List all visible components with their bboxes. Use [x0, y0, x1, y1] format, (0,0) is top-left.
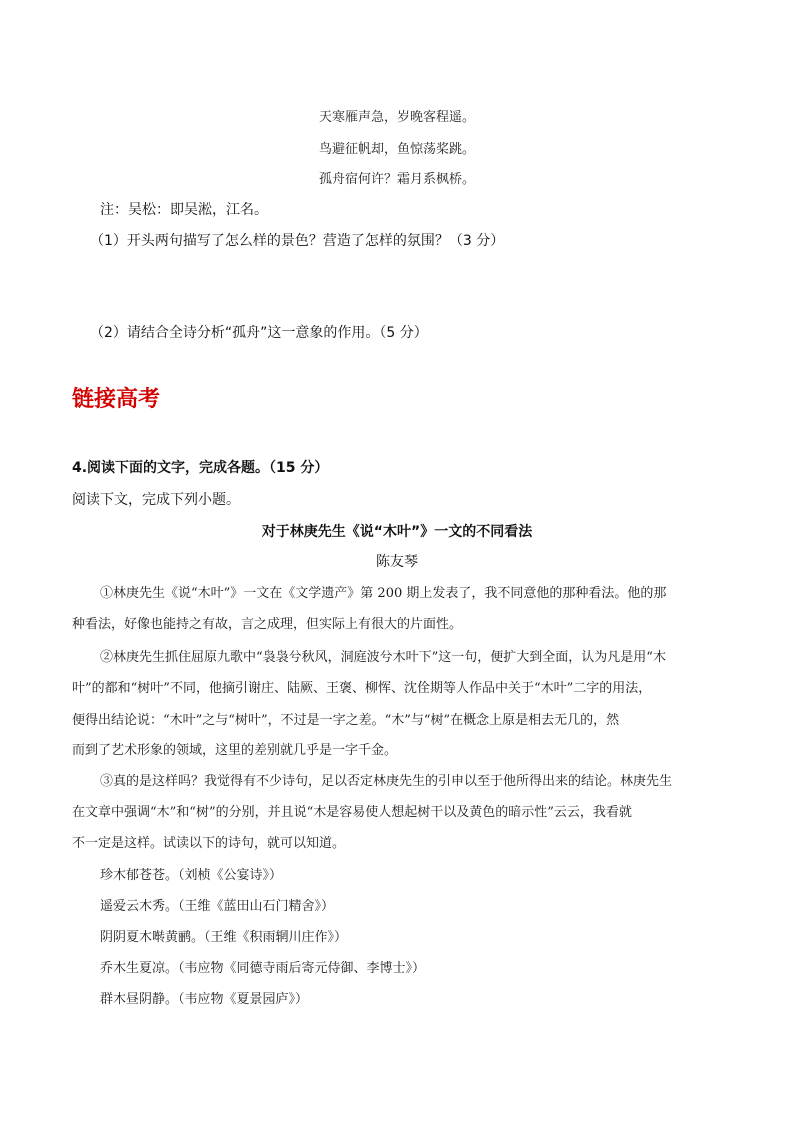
poem-citation: 遥爱云木秀。（王维《蓝田山石门精舍》） — [100, 899, 335, 914]
poem-citation: 阴阴夏木啭黄鹂。（王维《积雨辋川庄作》） — [100, 930, 348, 945]
article-line: ②林庚先生抓住屈原九歌中“袅袅兮秋风，洞庭波兮木叶下”这一句，便扩大到全面，认为凡是用“木 — [100, 650, 666, 665]
poem-note: 注：吴松：即吴淞，江名。 — [100, 202, 268, 218]
question-1: （1）开头两句描写了怎么样的景色？营造了怎样的氛围？（3 分） — [90, 233, 505, 249]
article-title: 对于林庚先生《说“木叶”》一文的不同看法 — [261, 524, 533, 540]
poem-citation: 乔木生夏凉。（韦应物《同德寺雨后寄元侍御、李博士》） — [100, 961, 426, 976]
article-line: 不一定是这样。试读以下的诗句，就可以知道。 — [72, 836, 346, 851]
article-line: 种看法，好像也能持之有故，言之成理，但实际上有很大的片面性。 — [72, 617, 463, 632]
task-heading: 4.阅读下面的文字，完成各题。（15 分） — [72, 460, 329, 476]
article-line: ③真的是这样吗？我觉得有不少诗句，足以否定林庚先生的引申以至于他所得出来的结论。林庚先生 — [100, 774, 673, 789]
article-author: 陈友琴 — [376, 554, 418, 570]
poem-line: 鸟避征帆却，鱼惊荡桨跳。 — [318, 142, 475, 157]
question-2: （2）请结合全诗分析“孤舟”这一意象的作用。（5 分） — [90, 325, 428, 341]
section-title: 链接高考 — [72, 386, 161, 412]
task-instruction: 阅读下文，完成下列小题。 — [72, 492, 240, 508]
article-line: 在文章中强调“木”和“树”的分别，并且说“木是容易使人想起树干以及黄色的暗示性”云云，我看就 — [72, 805, 632, 820]
poem-line: 孤舟宿何许？霜月系枫桥。 — [318, 172, 475, 187]
article-line: 便得出结论说：“木叶”之与“树叶”，不过是一字之差。“木”与“树”在概念上原是相去无几的，然 — [72, 713, 620, 728]
article-line: 叶”的都和“树叶”不同，他摘引谢庄、陆厥、王褒、柳恽、沈佺期等人作品中关于“木叶”二字的用法， — [72, 681, 652, 696]
article-line: 而到了艺术形象的领域，这里的差别就几乎是一字千金。 — [72, 743, 398, 758]
poem-line: 天寒雁声急，岁晚客程遥。 — [318, 110, 475, 125]
article-line: ①林庚先生《说“木叶”》一文在《文学遗产》第 200 期上发表了，我不同意他的那种看法。他的那 — [100, 586, 667, 601]
poem-citation: 群木昼阴静。（韦应物《夏景园庐》） — [100, 992, 309, 1007]
poem-citation: 珍木郁苍苍。（刘桢《公宴诗》） — [100, 868, 283, 883]
